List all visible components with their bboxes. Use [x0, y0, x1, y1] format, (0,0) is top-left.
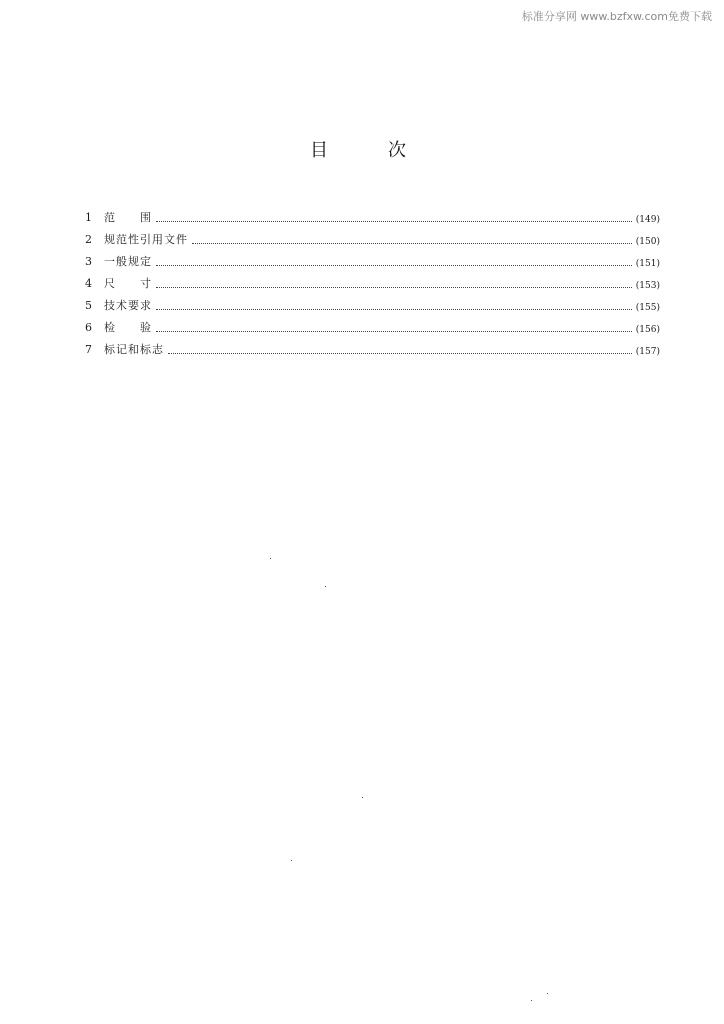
- toc-entry-title: 检 验: [104, 321, 152, 334]
- toc-entry: [82, 247, 660, 269]
- toc-entry-page: (153): [635, 281, 660, 291]
- toc-leader-dots: [156, 330, 632, 332]
- scan-speck: [547, 993, 548, 994]
- toc-entry-number: 4: [85, 277, 92, 290]
- table-of-contents: [82, 203, 660, 357]
- toc-entry-number: 7: [85, 343, 92, 356]
- toc-entry-number: 1: [85, 211, 92, 224]
- scan-speck: [291, 860, 292, 861]
- toc-leader-dots: [156, 264, 632, 266]
- toc-leader-dots: [156, 220, 632, 222]
- toc-entry-title: 一般规定: [104, 255, 152, 268]
- toc-entry-title: 范 围: [104, 211, 152, 224]
- toc-leader-dots: [156, 308, 632, 310]
- toc-entry-title: 技术要求: [104, 299, 152, 312]
- toc-leader-dots: [192, 242, 632, 244]
- toc-entry-title: 尺 寸: [104, 277, 152, 290]
- toc-entry-page: (156): [635, 325, 660, 335]
- toc-entry: [82, 225, 660, 247]
- scan-speck: [325, 586, 326, 587]
- toc-entry-number: 6: [85, 321, 92, 334]
- toc-entry-title: 规范性引用文件: [104, 233, 188, 246]
- scan-speck: [362, 797, 363, 798]
- toc-entry-page: (151): [635, 259, 660, 269]
- toc-entry: [82, 269, 660, 291]
- toc-entry-page: (150): [635, 237, 660, 247]
- toc-entry-page: (149): [635, 215, 660, 225]
- toc-entry: [82, 203, 660, 225]
- toc-entry: [82, 313, 660, 335]
- toc-entry-number: 3: [85, 255, 92, 268]
- toc-leader-dots: [168, 352, 632, 354]
- toc-entry: [82, 335, 660, 357]
- toc-entry-title: 标记和标志: [104, 343, 164, 356]
- toc-entry-page: (155): [635, 303, 660, 313]
- toc-entry-number: 5: [85, 299, 92, 312]
- toc-entry: [82, 291, 660, 313]
- watermark-text: 标准分享网 www.bzfxw.com免费下载: [521, 10, 712, 23]
- toc-leader-dots: [156, 286, 632, 288]
- toc-entry-number: 2: [85, 233, 92, 246]
- scan-speck: [531, 1000, 532, 1001]
- page-title: 目 次: [310, 140, 414, 161]
- toc-entry-page: (157): [635, 347, 660, 357]
- scan-speck: [270, 558, 271, 559]
